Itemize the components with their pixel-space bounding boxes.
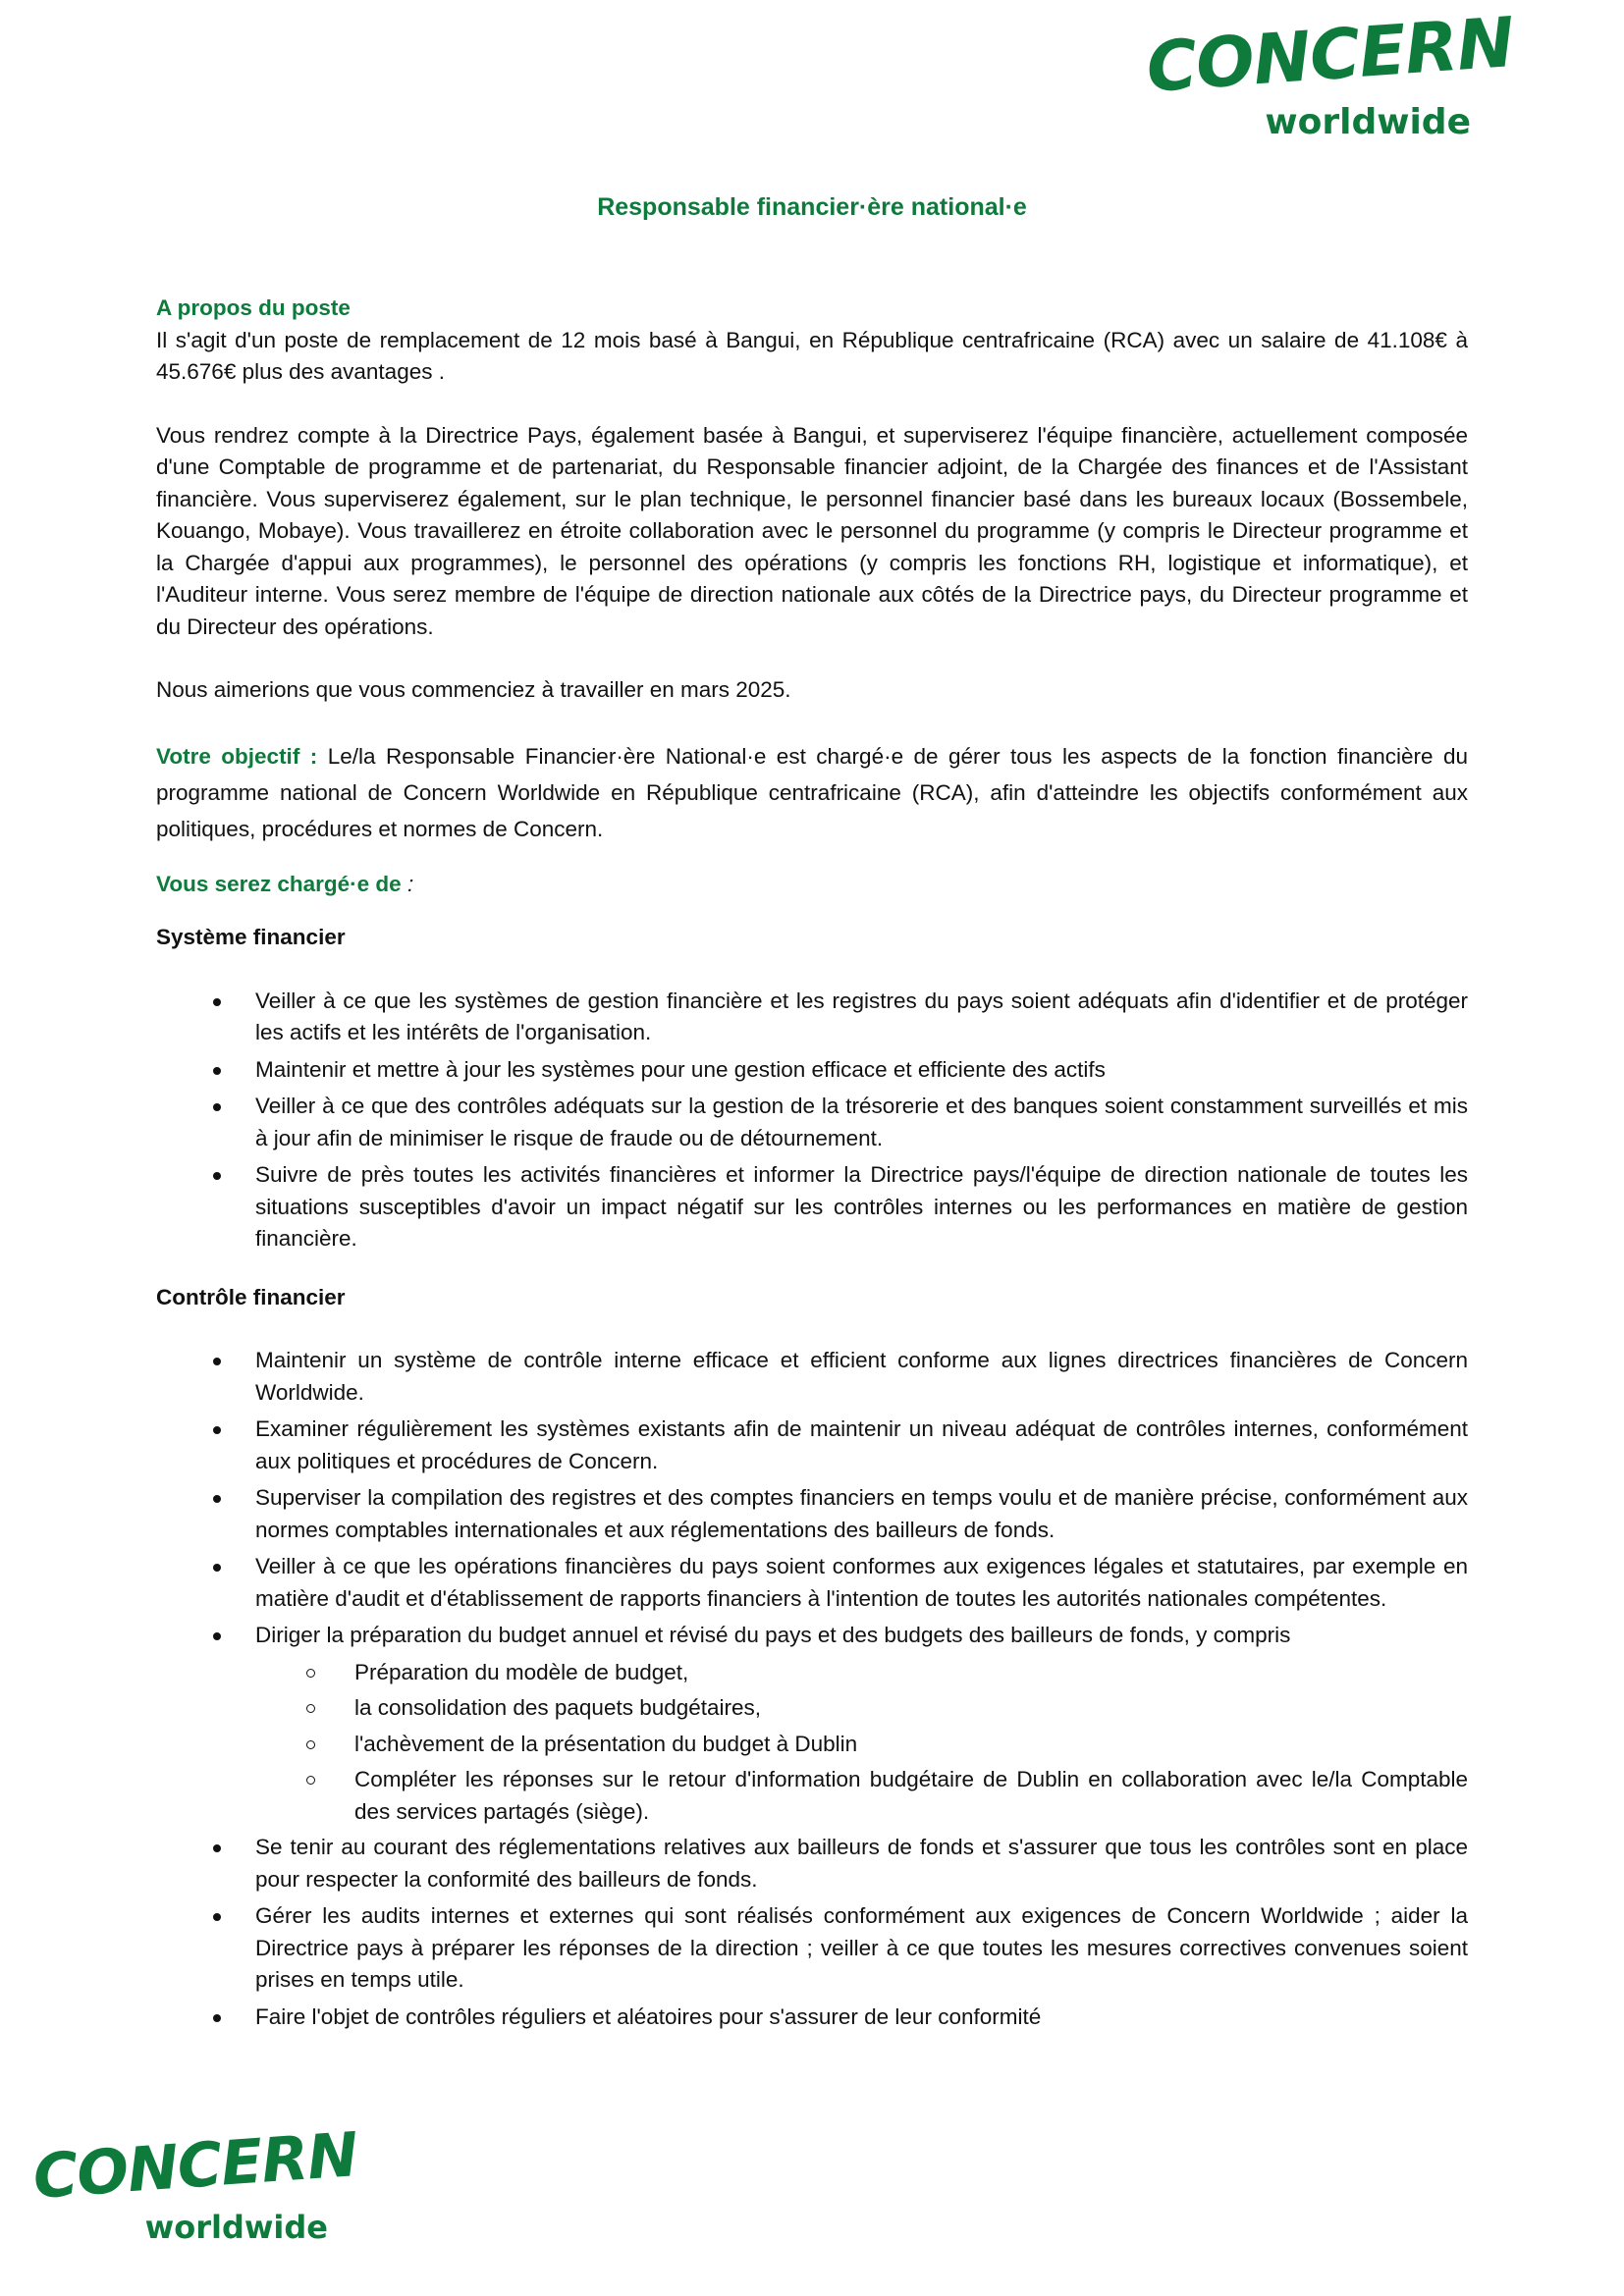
- duties-heading-colon: :: [401, 871, 414, 896]
- sublist-budget: [156, 1657, 1468, 1829]
- list-item: Suivre de près toutes les activités financières et informer la Directrice pays/l'équipe de direction nationale de toutes les situations susceptibles d'avoir un impact négatif sur les contrôles internes ou les performances en matière de gestion financière.: [156, 1159, 1468, 1255]
- list-item: Examiner régulièrement les systèmes existants afin de maintenir un niveau adéquat de contrôles internes, conformément aux politiques et procédures de Concern.: [156, 1414, 1468, 1477]
- logo-subtitle: worldwide: [144, 2209, 328, 2246]
- logo-subtitle: worldwide: [1265, 102, 1471, 142]
- list-item: Veiller à ce que les opérations financières du pays soient conformes aux exigences légales et statutaires, par exemple en matière d'audit et d'établissement de rapports financiers à l'intention de toutes les autorités nationales compétentes.: [156, 1551, 1468, 1615]
- sub-list-item: l'achèvement de la présentation du budget à Dublin: [156, 1729, 1468, 1761]
- list-item: Maintenir et mettre à jour les systèmes pour une gestion efficace et efficiente des actifs: [156, 1054, 1468, 1087]
- document-body: [156, 183, 1468, 2038]
- list-systeme: [156, 986, 1468, 1255]
- list-item: Faire l'objet de contrôles réguliers et aléatoires pour s'assurer de leur conformité: [156, 2002, 1468, 2034]
- list-item: Se tenir au courant des réglementations relatives aux bailleurs de fonds et s'assurer que tous les contrôles sont en place pour respecter la conformité des bailleurs de fonds.: [156, 1832, 1468, 1896]
- objective-text: Le/la Responsable Financier·ère National·e est chargé·e de gérer tous les aspects de la fonction financière du programme national de Concern Worldwide en République centrafricaine (RCA), afin d'atteindre les objectifs conformément aux politiques, procédures et normes de Concern.: [156, 743, 1469, 841]
- sub-list-item: Préparation du modèle de budget,: [156, 1657, 1468, 1689]
- objective-paragraph: [156, 738, 1468, 847]
- list-item: Gérer les audits internes et externes qui sont réalisés conformément aux exigences de Concern Worldwide ; aider la Directrice pays à préparer les réponses de la direction ; veiller à ce que toutes les mesures correctives convenues soient prises en temps utile.: [156, 1900, 1468, 1997]
- objective-label: Votre objectif :: [156, 743, 318, 769]
- sub-list-item: la consolidation des paquets budgétaires,: [156, 1692, 1468, 1725]
- section-title-systeme: Système financier: [156, 925, 346, 949]
- sub-list-item: Compléter les réponses sur le retour d'information budgétaire de Dublin en collaboration avec le/la Comptable des services partagés (siège).: [156, 1764, 1468, 1828]
- list-item: Veiller à ce que des contrôles adéquats sur la gestion de la trésorerie et des banques soient constamment surveillés et mis à jour afin de minimiser le risque de fraude ou de détournement.: [156, 1091, 1468, 1154]
- about-heading: A propos du poste: [156, 295, 351, 320]
- page-title: Responsable financier·ère national·e: [597, 193, 1027, 221]
- duties-heading-text: Vous serez chargé·e de: [156, 871, 402, 896]
- list-item: Maintenir un système de contrôle interne efficace et efficient conforme aux lignes directrices financières de Concern Worldwide.: [156, 1345, 1468, 1409]
- duties-heading: [156, 869, 1468, 901]
- concern-logo-header: [1144, 2, 1517, 151]
- concern-logo-footer: [30, 2118, 360, 2264]
- logo-wordmark: CONCERN: [30, 2118, 360, 2213]
- about-paragraph-3: Nous aimerions que vous commenciez à travailler en mars 2025.: [156, 677, 791, 702]
- list-controle-continued: [156, 1832, 1468, 2033]
- list-item: Superviser la compilation des registres et des comptes financiers en temps voulu et de manière précise, conformément aux normes comptables internationales et aux réglementations des bailleurs de fonds.: [156, 1482, 1468, 1546]
- list-item: Veiller à ce que les systèmes de gestion financière et les registres du pays soient adéquats afin d'identifier et de protéger les actifs et les intérêts de l'organisation.: [156, 986, 1468, 1049]
- logo-wordmark: CONCERN: [1144, 2, 1517, 108]
- list-controle: [156, 1345, 1468, 1652]
- about-paragraph-2: Vous rendrez compte à la Directrice Pays, également basée à Bangui, et superviserez l'équipe financière, actuellement composée d'une Comptable de programme et de partenariat, du Responsable financier adjoint, de la Chargée des finances et de l'Assistant financière. Vous superviserez également, sur le plan technique, le personnel financier basé dans les bureaux locaux (Bossembele, Kouango, Mobaye). Vous travaillerez en étroite collaboration avec le personnel du programme (y compris le Directeur programme et la Chargée d'appui aux programmes), le personnel des opérations (y compris les fonctions RH, logistique et informatique), et l'Auditeur interne. Vous serez membre de l'équipe de direction nationale aux côtés de la Directrice pays, du Directeur programme et du Directeur des opérations.: [156, 422, 1468, 639]
- section-title-controle: Contrôle financier: [156, 1284, 346, 1309]
- list-item: Diriger la préparation du budget annuel et révisé du pays et des budgets des bailleurs de fonds, y compris: [156, 1620, 1468, 1652]
- about-paragraph-1: Il s'agit d'un poste de remplacement de 12 mois basé à Bangui, en République centrafricaine (RCA) avec un salaire de 41.108€ à 45.676€ plus des avantages .: [156, 327, 1468, 384]
